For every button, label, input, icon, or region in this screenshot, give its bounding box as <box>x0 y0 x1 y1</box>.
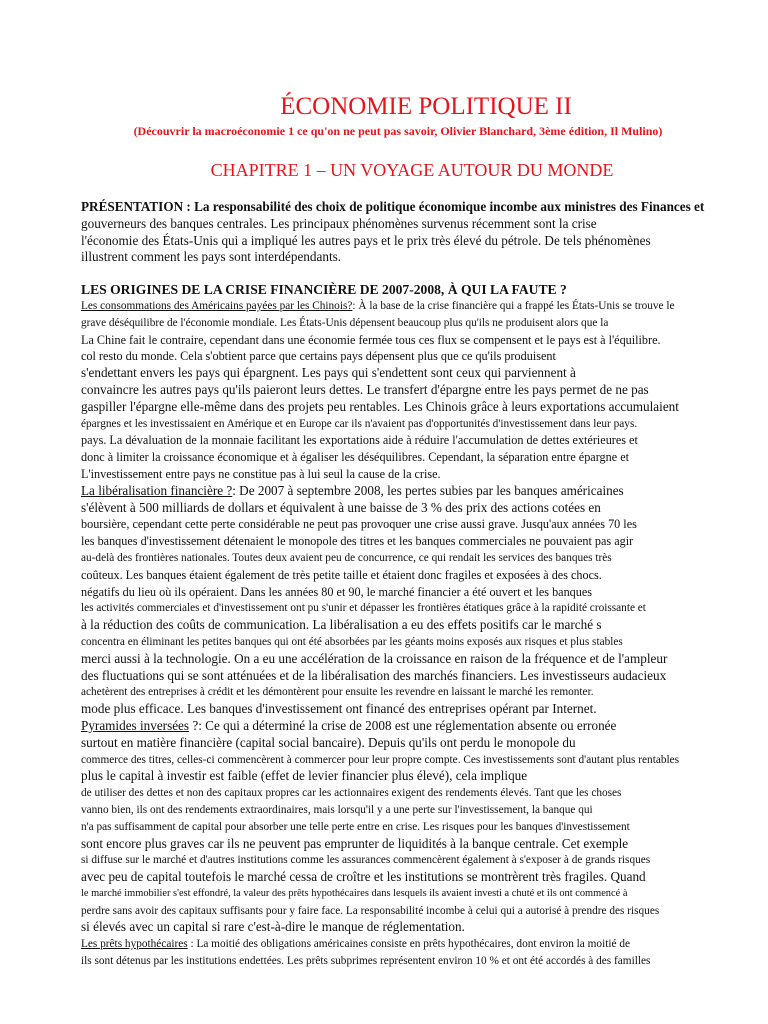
text-line: n'a pas suffisamment de capital pour absorber une telle perte entre en crise. Les risques pour les banques d'investissement <box>81 820 630 833</box>
text-line: de utiliser des dettes et non des capitaux propres car les actionnaires exigent des rendements élevés. Tant que les choses <box>81 787 622 800</box>
text-run: : La moitié des obligations américaines consiste en prêts hypothécaires, dont environ la moitié de <box>187 938 630 951</box>
text-run: : De 2007 à septembre 2008, les pertes subies par les banques américaines <box>232 482 624 498</box>
text-line: concentra en éliminant les petites banques qui ont été absorbées par les géants moins exposés aux risques et plus stables <box>81 635 623 648</box>
text-line: si diffuse sur le marché et d'autres institutions comme les assurances commencèrent également à s'exposer à de grands risques <box>81 854 651 867</box>
text-line <box>81 718 741 735</box>
text-line: achetèrent des entreprises à crédit et les démontèrent pour ensuite les revendre en laissant le marché les remonter. <box>81 686 594 699</box>
presentation-line: illustrent comment les pays sont interdépendants. <box>81 249 342 265</box>
text-line: grave déséquilibre de l'économie mondiale. Les États-Unis dépensent beaucoup plus qu'ils ne produisent alors que la <box>81 316 609 329</box>
section-heading: LES ORIGINES DE LA CRISE FINANCIÈRE DE 2007-2008, À QUI LA FAUTE ? <box>81 282 567 297</box>
presentation-lead: La responsabilité des choix de politique économique incombe aux ministres des Finances et <box>194 199 705 214</box>
text-line: L'investissement entre pays ne constitue pas à lui seul la cause de la crise. <box>81 466 441 481</box>
document-subtitle: (Découvrir la macroéconomie 1 ce qu'on ne peut pas savoir, Olivier Blanchard, 3ème édition, Il Mulino) <box>133 124 663 138</box>
text-line <box>81 298 741 315</box>
text-line: négatifs du lieu où ils opéraient. Dans les années 80 et 90, le marché financier a été ouvert et les banques <box>81 584 593 599</box>
text-line: ils sont détenus par les institutions endettées. Les prêts subprimes représentent environ 10 % et ont été accordés à des familles <box>81 955 651 968</box>
text-line: coûteux. Les banques étaient également de très petite taille et étaient donc fragiles et exposées à des chocs. <box>81 567 602 582</box>
text-line: plus le capital à investir est faible (effet de levier financier plus élevé), cela implique <box>81 768 528 784</box>
text-line: si élevés avec un capital si rare c'est-à-dire le manque de réglementation. <box>81 919 465 935</box>
subheading-pyramids: Pyramides inversées <box>81 717 190 733</box>
text-line: s'élèvent à 500 milliards de dollars et équivalent à une baisse de 3 % des prix des actions cotées en <box>81 499 601 515</box>
presentation-section <box>81 199 741 266</box>
text-line <box>81 483 741 500</box>
presentation-line: l'économie des États-Unis qui a impliqué les autres pays et le prix très élevé du pétrole. De tels phénomènes <box>81 232 651 248</box>
presentation-line: gouverneurs des banques centrales. Les principaux phénomènes survenus récemment sont la crise <box>81 215 597 231</box>
text-line: commerce des titres, celles-ci commencèrent à commercer pour leur propre compte. Ces investissements sont d'autant plus rentables <box>81 753 680 766</box>
text-run: ?: Ce qui a déterminé la crise de 2008 est une réglementation absente ou erronée <box>189 717 617 733</box>
text-line: perdre sans avoir des capitaux suffisants pour y faire face. La responsabilité incombe à celui qui a autorisé à prendre des risques <box>81 904 660 917</box>
subheading-mortgages: Les prêts hypothécaires <box>81 938 188 951</box>
text-run: : À la base de la crise financière qui a frappé les États-Unis se trouve le <box>352 300 675 312</box>
presentation-line <box>81 199 741 216</box>
text-line: surtout en matière financière (capital social bancaire). Depuis qu'ils ont perdu le monopole du <box>81 734 576 750</box>
text-line: épargnes et les investissaient en Amérique et en Europe car ils n'avaient pas d'opportunités d'investissement dans leur pays. <box>81 417 638 430</box>
presentation-label: PRÉSENTATION : <box>81 199 195 214</box>
text-line: pays. La dévaluation de la monnaie facilitant les exportations aide à réduire l'accumulation de dettes extérieures et <box>81 433 638 448</box>
document-title: ÉCONOMIE POLITIQUE II <box>280 93 572 120</box>
text-line: mode plus efficace. Les banques d'investissement ont financé des entreprises opérant par Internet. <box>81 701 597 717</box>
text-line: donc à limiter la croissance économique et à égaliser les déséquilibres. Cependant, la séparation entre épargne et <box>81 450 629 465</box>
text-line: vanno bien, ils ont des rendements extraordinaires, mais lorsqu'il y a une perte sur l'investissement, la banque qui <box>81 803 593 816</box>
text-line: col resto du monde. Cela s'obtient parce que certains pays dépensent plus que ce qu'ils produisent <box>81 349 556 364</box>
text-line: s'endettant envers les pays qui épargnent. Les pays qui s'endettent sont ceux qui parviennent à <box>81 365 576 381</box>
subheading-liberalisation: La libéralisation financière ? <box>81 482 233 498</box>
text-line: à la réduction des coûts de communication. La libéralisation a eu des effets positifs car le marché s <box>81 617 602 633</box>
text-line: des fluctuations qui se sont atténuées et de la libéralisation des marchés financiers. Les investisseurs audacieux <box>81 667 667 683</box>
text-line: boursière, cependant cette perte considérable ne peut pas provoquer une crise aussi grave. Jusqu'aux années 70 les <box>81 517 637 532</box>
text-line: au-delà des frontières nationales. Toutes deux avaient peu de concurrence, ce qui rendait les services des banques très <box>81 551 612 564</box>
text-line: les activités commerciales et d'investissement ont pu s'unir et dépasser les frontières étatiques grâce à la rapidité croissante et <box>81 602 646 615</box>
text-line: les banques d'investissement détenaient le monopole des titres et les banques commerciales ne pouvaient pas agir <box>81 534 634 549</box>
text-line: gaspiller l'épargne elle-même dans des projets peu rentables. Les Chinois grâce à leurs exportations accumulaient <box>81 398 679 414</box>
text-line: merci aussi à la technologie. On a eu une accélération de la croissance en raison de la fréquence et de l'ampleur <box>81 650 668 666</box>
text-line: sont encore plus graves car ils ne peuvent pas emprunter de liquidités à la banque centrale. Cet exemple <box>81 835 629 851</box>
text-line <box>81 936 741 953</box>
text-line: convaincre les autres pays qu'ils paieront leurs dettes. Le transfert d'épargne entre les pays permet de ne pas <box>81 381 649 397</box>
text-line: le marché immobilier s'est effondré, la valeur des prêts hypothécaires dans lesquels ils avaient investi a chuté et ils ont commencé à <box>81 887 628 899</box>
chapter-heading: CHAPITRE 1 – UN VOYAGE AUTOUR DU MONDE <box>210 160 614 180</box>
text-line: avec peu de capital toutefois le marché cessa de croître et les institutions se montrèrent très fragiles. Quand <box>81 869 646 885</box>
subheading-consumption: Les consommations des Américains payées par les Chinois? <box>81 300 353 312</box>
origins-section <box>81 282 741 970</box>
text-line: La Chine fait le contraire, cependant dans une économie fermée tous ces flux se compensent et le pays est à l'équilibre. <box>81 332 661 347</box>
